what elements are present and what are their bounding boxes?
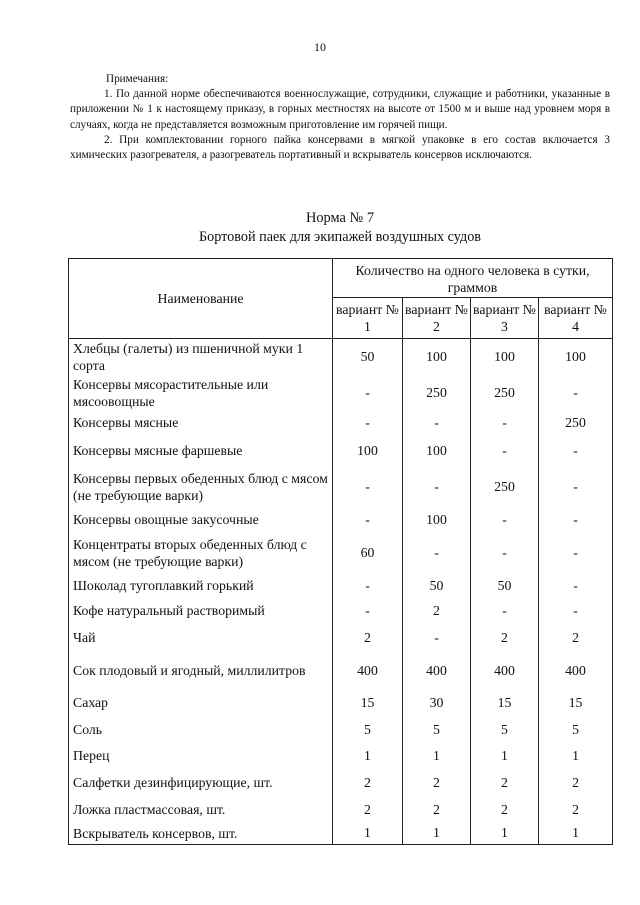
variant-value-cell: 60 [333,533,403,573]
norm-title: Норма № 7 [305,210,375,226]
variant-value-cell: - [403,411,471,435]
variant-value-cell: - [403,623,471,653]
variant-value-cell: 5 [403,717,471,743]
variant-value-cell: 1 [403,743,471,769]
variant-value-cell: - [333,599,403,623]
item-name-cell: Консервы мясные фаршевые [69,435,333,467]
variant-value-cell: 100 [333,435,403,467]
variant-value-cell: 250 [403,375,471,411]
variant-value-cell: - [471,533,539,573]
table-row [69,435,613,467]
table-row [69,339,613,375]
item-name-cell: Сахар [69,689,333,717]
variant-value-cell: 2 [539,623,613,653]
table-row [69,599,613,623]
variant-value-cell: 100 [539,339,613,375]
item-name-cell: Перец [69,743,333,769]
ration-table [68,258,613,845]
table-row [69,533,613,573]
table-row [69,467,613,507]
table-row [69,507,613,533]
variant-value-cell: 15 [539,689,613,717]
item-name-cell: Консервы овощные закусочные [69,507,333,533]
variant-value-cell: 50 [333,339,403,375]
variant-value-cell: - [539,435,613,467]
note-item-2: 2. При комплектовании горного пайка консервами в мягкой упаковке в его состав включается 3 химических разогревателя, а разогреватель портативный и вскрыватель консервов исключаются. [70,133,610,162]
variant-value-cell: 30 [403,689,471,717]
table-row [69,573,613,599]
variant-value-cell: 2 [403,599,471,623]
variant-value-cell: - [471,435,539,467]
variant-value-cell: 400 [539,653,613,689]
variant-value-cell: 2 [471,769,539,797]
variant-value-cell: 1 [403,823,471,845]
variant-value-cell: 50 [403,573,471,599]
table-row [69,623,613,653]
variant-value-cell: - [539,573,613,599]
variant-value-cell: 2 [403,797,471,823]
item-name-cell: Консервы мясорастительные или мясоовощные [69,375,333,411]
item-name-cell: Вскрыватель консервов, шт. [69,823,333,845]
variant-value-cell: 2 [333,623,403,653]
table-row [69,375,613,411]
variant-value-cell: 15 [471,689,539,717]
variant-value-cell: 400 [333,653,403,689]
variant-value-cell: 5 [539,717,613,743]
variant-value-cell: - [539,599,613,623]
variant-value-cell: 2 [539,797,613,823]
item-name-cell: Кофе натуральный растворимый [69,599,333,623]
item-name-cell: Консервы первых обеденных блюд с мясом (не требующие варки) [69,467,333,507]
variant-value-cell: - [333,573,403,599]
variant-value-cell: 2 [333,769,403,797]
table-row [69,411,613,435]
variant-value-cell: 2 [333,797,403,823]
variant-value-cell: - [471,411,539,435]
variant-value-cell: - [403,467,471,507]
variant-value-cell: 2 [539,769,613,797]
notes-title: Примечания: [106,73,169,85]
variant-value-cell: - [539,375,613,411]
table-body [69,339,613,845]
variant-value-cell: 2 [403,769,471,797]
item-name-cell: Консервы мясные [69,411,333,435]
table-row [69,823,613,845]
item-name-cell: Хлебцы (галеты) из пшеничной муки 1 сорта [69,339,333,375]
variant-value-cell: - [539,507,613,533]
variant-value-cell: 400 [471,653,539,689]
item-name-cell: Салфетки дезинфицирующие, шт. [69,769,333,797]
variant-value-cell: 100 [403,435,471,467]
variant-value-cell: - [333,411,403,435]
table-row [69,653,613,689]
variant-value-cell: - [539,533,613,573]
variant-value-cell: 2 [471,797,539,823]
item-name-cell: Сок плодовый и ягодный, миллилитров [69,653,333,689]
table-row [69,769,613,797]
variant-value-cell: - [471,507,539,533]
variant-value-cell: 100 [471,339,539,375]
variant-value-cell: 2 [471,623,539,653]
variant-value-cell: 1 [539,743,613,769]
variant-value-cell: 100 [403,339,471,375]
variant-header: вариант № 1 [333,298,403,339]
variant-header: вариант № 3 [471,298,539,339]
item-name-cell: Соль [69,717,333,743]
notes-section [70,72,610,163]
variant-value-cell: 5 [471,717,539,743]
variant-value-cell: - [333,507,403,533]
variant-value-cell: 1 [333,743,403,769]
variant-value-cell: 250 [471,467,539,507]
variant-value-cell: - [471,599,539,623]
variant-value-cell: 250 [539,411,613,435]
item-name-cell: Концентраты вторых обеденных блюд с мясом (не требующие варки) [69,533,333,573]
variant-value-cell: 1 [471,743,539,769]
variant-value-cell: - [333,467,403,507]
variant-value-cell: 15 [333,689,403,717]
variant-value-cell: - [403,533,471,573]
quantity-group-header: Количество на одного человека в сутки, граммов [333,259,613,298]
item-name-cell: Ложка пластмассовая, шт. [69,797,333,823]
variant-value-cell: 50 [471,573,539,599]
variant-value-cell: 1 [333,823,403,845]
variant-value-cell: - [333,375,403,411]
variant-value-cell: 400 [403,653,471,689]
variant-header: вариант № 2 [403,298,471,339]
variant-value-cell: - [539,467,613,507]
name-column-header: Наименование [69,259,333,339]
item-name-cell: Шоколад тугоплавкий горький [69,573,333,599]
table-row [69,797,613,823]
variant-value-cell: 5 [333,717,403,743]
item-name-cell: Чай [69,623,333,653]
norm-subtitle: Бортовой паек для экипажей воздушных судов [199,229,481,245]
variant-value-cell: 250 [471,375,539,411]
variant-value-cell: 100 [403,507,471,533]
page-number: 10 [314,40,326,54]
table-row [69,717,613,743]
variant-value-cell: 1 [471,823,539,845]
table-row [69,689,613,717]
variant-header: вариант № 4 [539,298,613,339]
variant-value-cell: 1 [539,823,613,845]
table-row [69,743,613,769]
note-item-1: 1. По данной норме обеспечиваются военнослужащие, сотрудники, служащие и работники, указанные в приложении № 1 к настоящему приказу, в горных местностях на высоте от 1500 м и выше над уровнем моря в случаях, когда не представляется возможным приготовление им горячей пищи. [70,88,610,131]
